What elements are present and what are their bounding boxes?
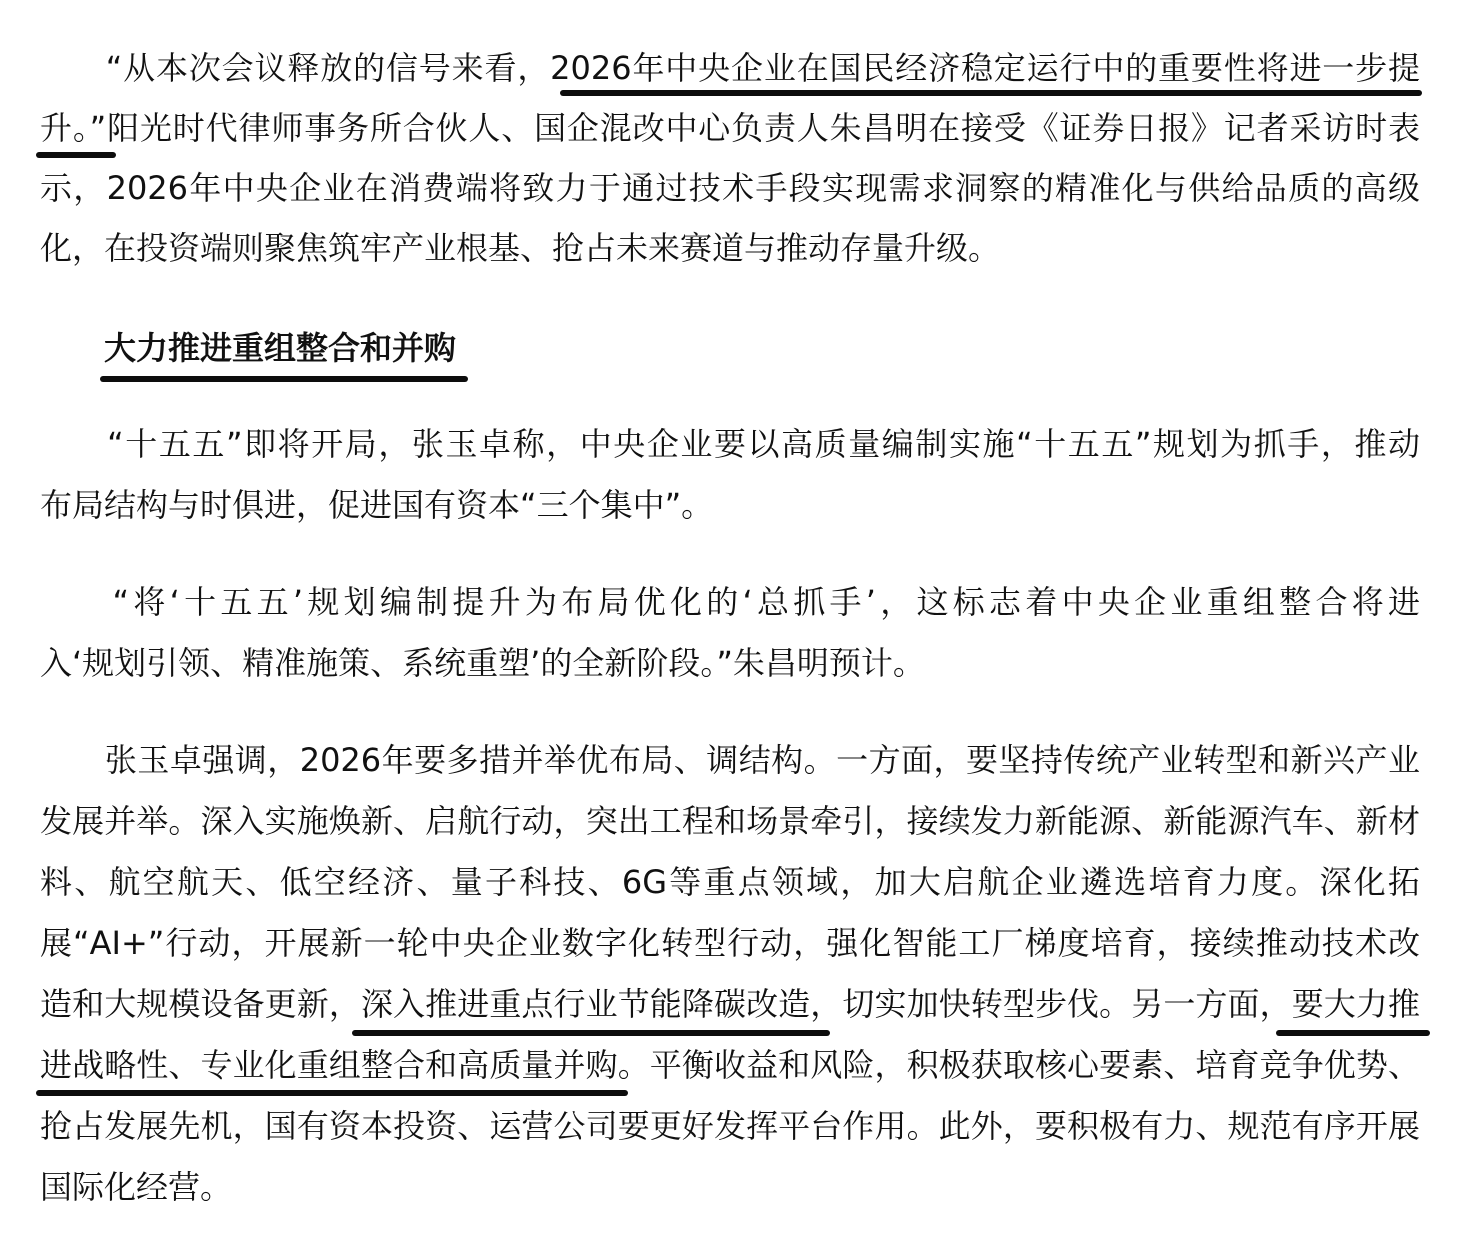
underline-mark bbox=[36, 152, 116, 158]
text-line: 料、航空航天、低空经济、量子科技、6G等重点领域，加大启航企业遴选培育力度。深化拓 bbox=[40, 863, 1420, 901]
text-line: 入‘规划引领、精准施策、系统重塑’的全新阶段。”朱昌明预计。 bbox=[40, 644, 925, 682]
text-line: 发展并举。深入实施焕新、启航行动，突出工程和场景牵引，接续发力新能源、新能源汽车、新材 bbox=[40, 802, 1420, 840]
text-line: “十五五”即将开局，张玉卓称，中央企业要以高质量编制实施“十五五”规划为抓手，推动 bbox=[40, 425, 1420, 463]
section-heading: 大力推进重组整合和并购 bbox=[40, 329, 457, 367]
underline-mark bbox=[352, 1030, 830, 1036]
underline-mark bbox=[560, 90, 1422, 96]
underline-mark bbox=[36, 1090, 628, 1096]
text-line: 国际化经营。 bbox=[40, 1168, 233, 1206]
text-line: 升。”阳光时代律师事务所合伙人、国企混改中心负责人朱昌明在接受《证券日报》记者采访时表 bbox=[40, 109, 1420, 147]
text-line: 展“AI+”行动，开展新一轮中央企业数字化转型行动，强化智能工厂梯度培育，接续推动技术改 bbox=[40, 924, 1420, 962]
text-line: “从本次会议释放的信号来看，2026年中央企业在国民经济稳定运行中的重要性将进一步提 bbox=[40, 49, 1420, 87]
text-line: 抢占发展先机，国有资本投资、运营公司要更好发挥平台作用。此外，要积极有力、规范有序开展 bbox=[40, 1107, 1420, 1145]
text-line: 示，2026年中央企业在消费端将致力于通过技术手段实现需求洞察的精准化与供给品质的高级 bbox=[40, 169, 1420, 207]
text-line: 造和大规模设备更新，深入推进重点行业节能降碳改造，切实加快转型步伐。另一方面，要大力推 bbox=[40, 985, 1420, 1023]
text-line: 化，在投资端则聚焦筑牢产业根基、抢占未来赛道与推动存量升级。 bbox=[40, 229, 1001, 267]
text-line: 布局结构与时俱进，促进国有资本“三个集中”。 bbox=[40, 486, 714, 524]
text-line: 张玉卓强调，2026年要多措并举优布局、调结构。一方面，要坚持传统产业转型和新兴产业 bbox=[40, 741, 1420, 779]
text-line: 进战略性、专业化重组整合和高质量并购。平衡收益和风险，积极获取核心要素、培育竞争优势、 bbox=[40, 1046, 1420, 1084]
underline-mark bbox=[100, 376, 468, 382]
text-line: “将‘十五五’规划编制提升为布局优化的‘总抓手’，这标志着中央企业重组整合将进 bbox=[40, 583, 1420, 621]
underline-mark bbox=[1276, 1030, 1430, 1036]
